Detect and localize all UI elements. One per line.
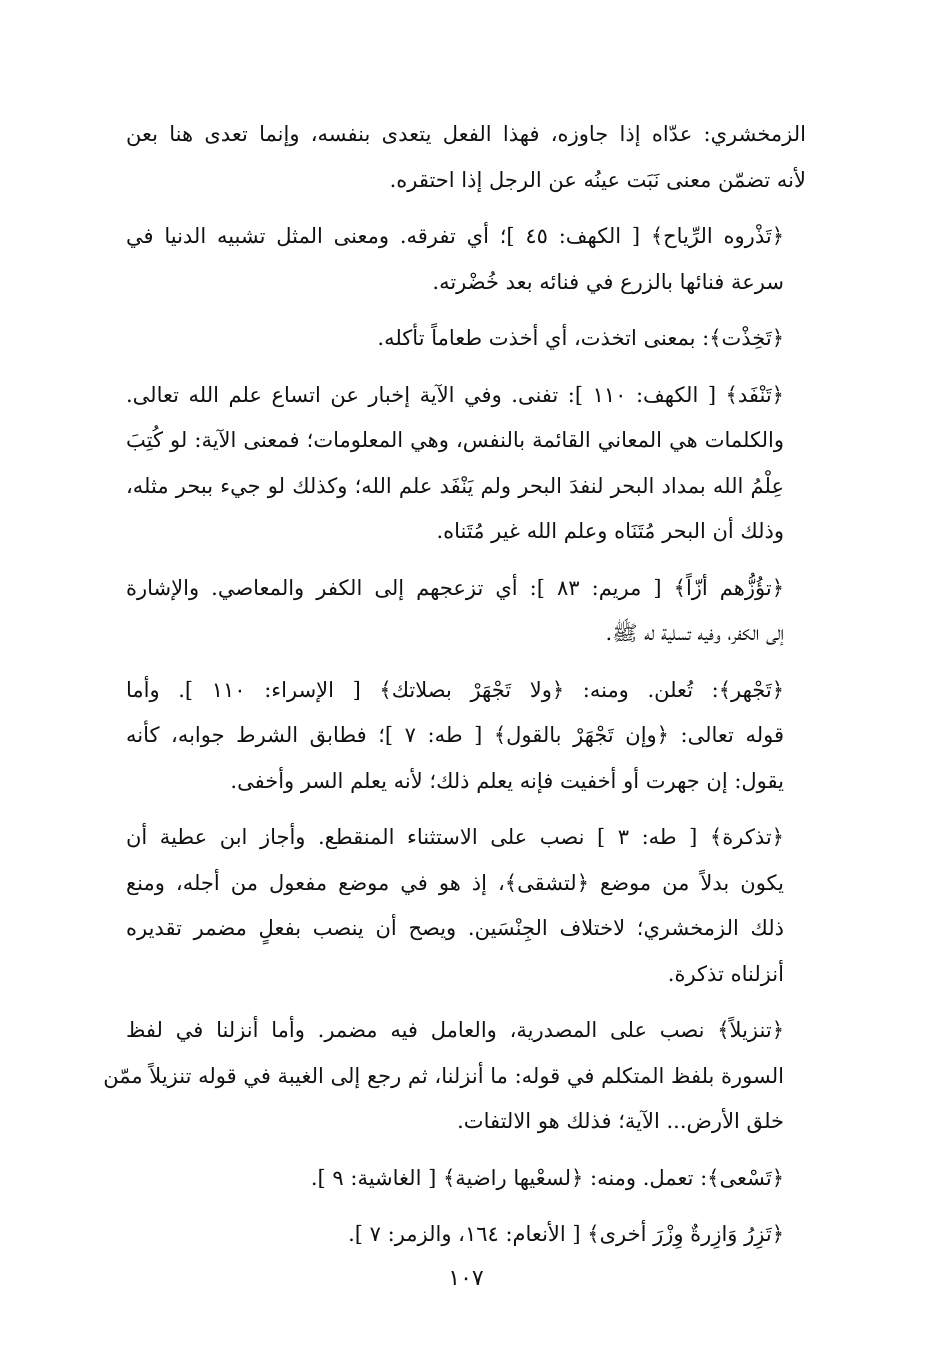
text-line: والكلمات هي المعاني القائمة بالنفس، وهي المعلومات؛ فمعنى الآية: لو كُتِبَ bbox=[126, 428, 784, 452]
text-line: ﴿تنزيلاً﴾ نصب على المصدرية، والعامل فيه مضمر. وأما أنزلنا في لفظ bbox=[126, 1018, 784, 1042]
paragraph-tanzilan bbox=[103, 1008, 806, 1145]
page-body bbox=[103, 112, 806, 1269]
text-line: ﴿تَسْعى﴾: تعمل. ومنه: ﴿لسعْيها راضية﴾ [ الغاشية: ٩ ]. bbox=[310, 1165, 784, 1190]
text-line: خلق الأرض... الآية؛ فذلك هو الالتفات. bbox=[457, 1109, 784, 1133]
text-line: ﴿تَخِذْت﴾: بمعنى اتخذت، أي أخذت طعاماً تأكله. bbox=[377, 326, 784, 350]
paragraph-tadhruhu bbox=[126, 214, 806, 305]
text-line: يكون بدلاً من موضع ﴿لتشقى﴾، إذ هو في موضع مفعول من أجله، ومنع bbox=[126, 870, 784, 895]
text-line: ﴿تذكرة﴾ [ طه: ٣ ] نصب على الاستثناء المنقطع. وأجاز ابن عطية أن bbox=[126, 825, 784, 849]
text-line: وذلك أن البحر مُتَنَاه وعلم الله غير مُتَناه. bbox=[436, 519, 784, 543]
text-line: ﴿تؤُزُّهم أزّاً﴾ [ مريم: ٨٣ ]: أي تزعجهم إلى الكفر والمعاصي. والإشارة bbox=[126, 575, 784, 600]
text-line: أنزلناه تذكرة. bbox=[667, 961, 784, 986]
text-line: ﴿تَزِرُ وَازِرةٌ وِزْرَ أخرى﴾ [ الأنعام: ١٦٤، والزمر: ٧ ]. bbox=[348, 1222, 784, 1246]
page-number: ١٠٧ bbox=[448, 1266, 484, 1291]
paragraph-tadhkira bbox=[126, 815, 806, 997]
text-line: عِلْمُ الله بمداد البحر لنفدَ البحر ولم يَنْفَد علم الله؛ وكذلك لو جيء ببحر مثله، bbox=[126, 473, 784, 498]
paragraph-tanfad bbox=[126, 373, 806, 555]
text-line: ﴿تَذْروه الرِّياح﴾ [ الكهف: ٤٥ ]؛ أي تفرقه. ومعنى المثل تشبيه الدنيا في bbox=[126, 224, 784, 248]
text-line: يقول: إن جهرت أو أخفيت فإنه يعلم ذلك؛ لأنه يعلم السر وأخفى. bbox=[230, 768, 784, 793]
text-line: ذلك الزمخشري؛ لاختلاف الجِنْسَين. ويصح أن ينصب بفعلٍ مضمر تقديره bbox=[126, 916, 784, 940]
paragraph-tauzzuhum bbox=[126, 566, 806, 657]
text-line: قوله تعالى: ﴿وإن تَجْهَرْ بالقول﴾ [ طه: ٧ ]؛ فطابق الشرط جوابه، كأنه bbox=[126, 723, 784, 747]
paragraph-taziru bbox=[126, 1212, 806, 1258]
text-line: لأنه تضمّن معنى نَبَت عينُه عن الرجل إذا احتقره. bbox=[389, 167, 806, 192]
text-line: ﴿تَجْهر﴾: تُعلن. ومنه: ﴿ولا تَجْهَرْ بصلاتك﴾ [ الإسراء: ١١٠ ]. وأما bbox=[126, 677, 784, 702]
paragraph-tasa bbox=[126, 1156, 806, 1202]
text-line: إلى الكفر، وفيه تسلية له ﷺ. bbox=[605, 621, 784, 645]
paragraph-tajhar bbox=[126, 668, 806, 805]
paragraph-takhidht bbox=[126, 316, 806, 362]
text-line: سرعة فنائها بالزرع في فنائه بعد خُضْرته. bbox=[432, 269, 784, 294]
text-line: ﴿تَنْفَد﴾ [ الكهف: ١١٠ ]: تفنى. وفي الآية إخبار عن اتساع علم الله تعالى. bbox=[126, 382, 784, 407]
text-line: الزمخشري: عدّاه إذا جاوزه، فهذا الفعل يتعدى بنفسه، وإنما تعدى هنا بعن bbox=[126, 122, 806, 146]
paragraph-zamakhshari-note bbox=[126, 112, 806, 203]
text-line: السورة بلفظ المتكلم في قوله: ما أنزلنا، ثم رجع إلى الغيبة في قوله تنزيلاً ممّن bbox=[103, 1063, 784, 1088]
